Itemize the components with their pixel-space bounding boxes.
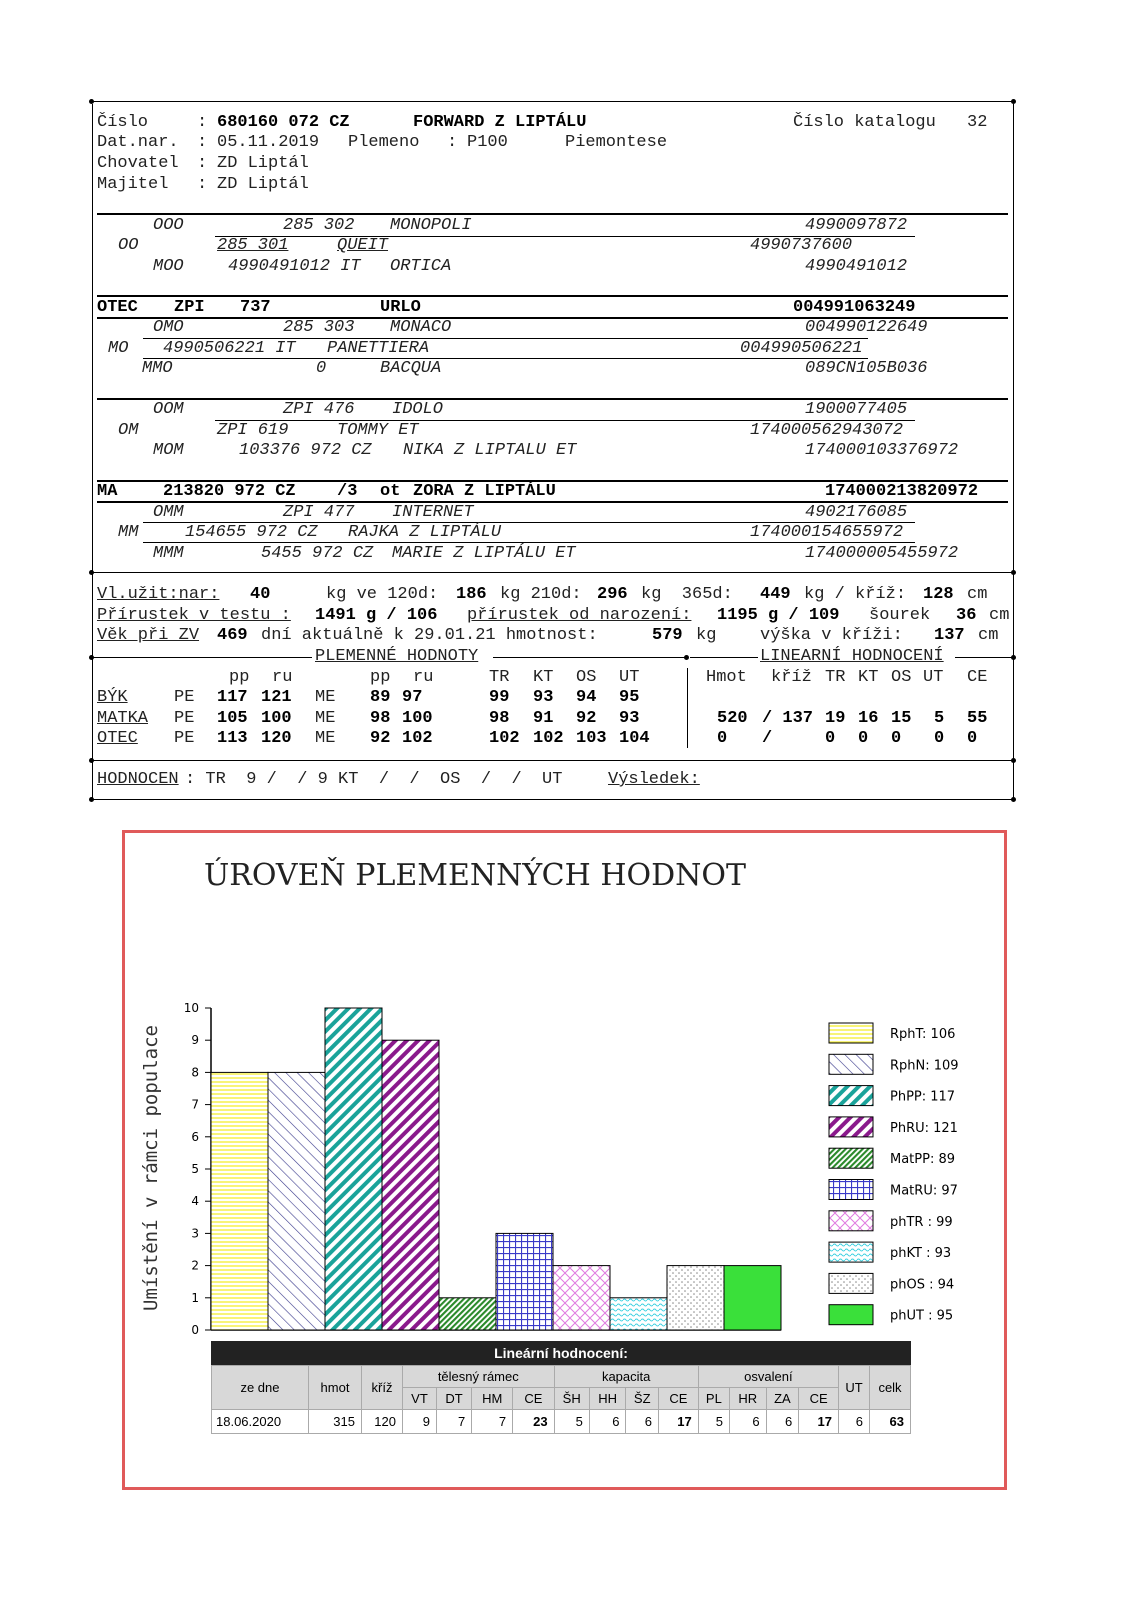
lh-ut: UT — [923, 668, 944, 687]
legend-label: phUT : 95 — [890, 1308, 954, 1324]
td-value: 6 — [839, 1410, 870, 1434]
bar-RphN — [268, 1072, 325, 1330]
mm-reg: 154655 972 CZ — [185, 523, 318, 542]
breeding-name: OTEC — [97, 729, 138, 748]
mmm-name: MARIE Z LIPTÁLU ET — [392, 544, 576, 563]
mm-code: MM — [118, 523, 139, 542]
h-pp: pp — [229, 668, 250, 687]
majitel-label: Majitel — [97, 175, 169, 194]
mmm-code: MMM — [153, 544, 184, 563]
breeding-pe: PE — [174, 688, 195, 707]
td-value: 7 — [436, 1410, 471, 1434]
td-value: 17 — [799, 1410, 839, 1434]
breeding-mru: 102 — [402, 729, 433, 748]
y-tick-label: 6 — [191, 1129, 199, 1144]
otec-id: 004991063249 — [793, 298, 916, 317]
ma-ot: ot — [380, 482, 401, 501]
th-sub: ZA — [766, 1388, 799, 1410]
breeding-ut: 104 — [619, 729, 650, 748]
th-sub: VT — [403, 1388, 437, 1410]
ma-name: ZORA Z LIPTÁLU — [413, 482, 556, 501]
ooo-id: 4990097872 — [805, 216, 908, 235]
h-mpp: pp — [370, 668, 391, 687]
prirustek-narozeni-label: přírustek od narození: — [467, 606, 692, 625]
linear-value: 520 — [717, 708, 748, 728]
omo-name: MONACO — [390, 318, 452, 337]
legend-swatch — [829, 1273, 873, 1293]
breeding-name: MATKA — [97, 708, 149, 728]
omo-id: 004990122649 — [805, 318, 928, 337]
h-os: OS — [576, 668, 597, 687]
lh-ce: CE — [967, 668, 988, 687]
mo-name: PANETTIERA — [327, 339, 430, 358]
mmo-name: BACQUA — [380, 359, 442, 378]
katalog-value: 32 — [967, 113, 988, 132]
breeding-me: ME — [315, 708, 336, 728]
linear-value: 15 — [891, 708, 912, 728]
plemeno-name: Piemontese — [565, 133, 668, 152]
mmo-id: 089CN105B036 — [805, 359, 928, 378]
bar-phKT — [610, 1298, 667, 1330]
ooo-reg: 285 302 — [283, 216, 355, 235]
bar-MatRU — [496, 1233, 553, 1330]
th-sub: CE — [659, 1388, 699, 1410]
th-telesny-ramec: tělesný rámec — [403, 1366, 555, 1388]
legend-swatch — [829, 1054, 873, 1074]
moo-name: ORTICA — [390, 257, 452, 276]
omm-id: 4902176085 — [805, 503, 908, 522]
ma-suffix: /3 — [337, 482, 358, 501]
th-sub: CE — [513, 1388, 554, 1410]
prirustek-narozeni: 1195 g / 109 — [717, 606, 840, 625]
legend-label: MatRU: 97 — [890, 1183, 958, 1199]
td-value: 5 — [554, 1410, 589, 1434]
kriz: 128 — [923, 585, 954, 604]
ma-code: MA — [97, 482, 118, 501]
omo-code: OMO — [153, 318, 184, 337]
vl-nar: 40 — [250, 585, 271, 604]
prirustek-test-label: Přírustek v testu : — [97, 606, 291, 625]
oo-name: QUEIT — [337, 236, 389, 255]
y-tick-label: 5 — [191, 1162, 199, 1176]
y-tick-label: 1 — [191, 1290, 199, 1305]
td-value: 5 — [698, 1410, 729, 1434]
vek: 469 — [217, 626, 248, 645]
mm-id: 174000154655972 — [750, 523, 904, 542]
td-value: 17 — [659, 1410, 699, 1434]
td-value: 7 — [472, 1410, 513, 1434]
kg3-label: kg 365d: — [641, 585, 733, 604]
legend-label: RphN: 109 — [890, 1058, 959, 1074]
th-sub: CE — [799, 1388, 839, 1410]
breeding-ut: 95 — [619, 688, 640, 707]
breeding-name: BÝK — [97, 688, 128, 707]
bar-RphT — [211, 1072, 268, 1330]
td-value: 23 — [513, 1410, 554, 1434]
y-tick-label: 2 — [191, 1258, 199, 1273]
lh-kriz: kříž — [771, 668, 812, 687]
breeding-mpp: 89 — [370, 688, 391, 707]
td-value: 6 — [766, 1410, 799, 1434]
plemeno-label: Plemeno — [348, 133, 420, 152]
th-osvaleni: osvalení — [698, 1366, 838, 1388]
moo-id: 4990491012 — [805, 257, 908, 276]
omm-name: INTERNET — [392, 503, 474, 522]
th-ut: UT — [839, 1366, 870, 1410]
linear-value: 0 — [934, 729, 945, 748]
legend-swatch — [829, 1242, 873, 1262]
om-name: TOMMY ET — [337, 421, 419, 440]
lh-hmot: Hmot — [706, 668, 747, 687]
otec-reg: 737 — [240, 298, 271, 317]
linear-value: / 137 — [762, 708, 814, 728]
th-sub: ŠZ — [626, 1388, 659, 1410]
th-celk: celk — [870, 1366, 911, 1410]
linear-value: 16 — [858, 708, 879, 728]
breeding-me: ME — [315, 688, 336, 707]
sourek-label: šourek — [869, 606, 931, 625]
h-tr: TR — [489, 668, 510, 687]
breeding-mpp: 92 — [370, 729, 391, 748]
linear-value: / — [762, 729, 773, 748]
y-tick-label: 0 — [191, 1323, 199, 1337]
legend-label: PhPP: 117 — [890, 1089, 956, 1105]
legend-label: phKT : 93 — [890, 1246, 952, 1262]
kg5: kg — [696, 626, 717, 645]
breeding-kt: 102 — [533, 729, 564, 748]
h-ru: ru — [272, 668, 293, 687]
majitel-value: ZD Liptál — [217, 175, 309, 194]
prirustek-test: 1491 g / 106 — [315, 606, 438, 625]
chart-ylabel: Umístění v rámci populace — [140, 1025, 162, 1311]
moo-code: MOO — [153, 257, 184, 276]
vek-label: Věk při ZV — [97, 626, 200, 645]
td-value: 63 — [870, 1410, 911, 1434]
breeding-mpp: 98 — [370, 708, 391, 728]
legend-swatch — [829, 1023, 873, 1043]
datnar-label: Dat.nar. — [97, 133, 179, 152]
legend-label: MatPP: 89 — [890, 1152, 956, 1168]
oo-code: OO — [118, 236, 139, 255]
legend-swatch — [829, 1211, 873, 1231]
lh-kt: KT — [858, 668, 879, 687]
chart-title: ÚROVEŇ PLEMENNÝCH HODNOT — [203, 858, 747, 893]
linear-value: 0 — [858, 729, 869, 748]
breeding-pe: PE — [174, 729, 195, 748]
breeding-pp: 105 — [217, 708, 248, 728]
legend-swatch — [829, 1305, 873, 1325]
breeding-pp: 113 — [217, 729, 248, 748]
th-kriz: kříž — [362, 1366, 403, 1410]
breeding-pe: PE — [174, 708, 195, 728]
linear-value: 0 — [717, 729, 728, 748]
breeding-tr: 99 — [489, 688, 510, 707]
om-code: OM — [118, 421, 139, 440]
mmm-id: 174000005455972 — [805, 544, 959, 563]
h-mru: ru — [413, 668, 434, 687]
breeding-tr: 98 — [489, 708, 510, 728]
moo-reg: 4990491012 IT — [228, 257, 361, 276]
mo-id: 004990506221 — [740, 339, 863, 358]
breeding-kt: 91 — [533, 708, 554, 728]
cm3: cm — [978, 626, 999, 645]
breeding-ru: 120 — [261, 729, 292, 748]
y-tick-label: 10 — [183, 1001, 199, 1015]
linearni-hodnoceni-title: LINEARNÍ HODNOCENÍ — [760, 647, 944, 666]
cislo-label: Číslo — [97, 113, 149, 132]
hmotnost: 579 — [652, 626, 683, 645]
td-value: 18.06.2020 — [212, 1410, 309, 1434]
oo-id: 4990737600 — [750, 236, 853, 255]
legend-swatch — [829, 1180, 873, 1200]
th-sub: HM — [472, 1388, 513, 1410]
bar-phOS — [667, 1266, 724, 1330]
td-value: 9 — [403, 1410, 437, 1434]
mom-reg: 103376 972 CZ — [239, 441, 372, 460]
td-value: 315 — [309, 1410, 362, 1434]
om-reg: ZPI 619 — [217, 421, 289, 440]
ma-reg: 213820 972 CZ — [163, 482, 296, 501]
cm2: cm — [989, 606, 1010, 625]
th-zedne: ze dne — [212, 1366, 309, 1410]
w210: 296 — [597, 585, 628, 604]
katalog-label: Číslo katalogu — [793, 113, 936, 132]
linear-value: 0 — [967, 729, 978, 748]
th-sub: ŠH — [554, 1388, 589, 1410]
legend-label: RphT: 106 — [890, 1027, 956, 1042]
sourek: 36 — [956, 606, 977, 625]
legend-label: phOS : 94 — [890, 1277, 955, 1293]
cislo-value: 680160 072 CZ — [217, 113, 350, 132]
cm1: cm — [967, 585, 988, 604]
ma-id: 174000213820972 — [825, 482, 979, 501]
breeding-ru: 121 — [261, 688, 292, 707]
td-value: 6 — [730, 1410, 767, 1434]
breeding-ru: 100 — [261, 708, 292, 728]
legend-swatch — [829, 1148, 873, 1168]
th-sub: HR — [730, 1388, 767, 1410]
breeding-kt: 93 — [533, 688, 554, 707]
mom-id: 174000103376972 — [805, 441, 959, 460]
linear-value: 5 — [934, 708, 945, 728]
legend-swatch — [829, 1117, 873, 1137]
y-tick-label: 9 — [191, 1033, 199, 1048]
mm-name: RAJKA Z LIPTÁLU — [348, 523, 502, 542]
oom-reg: ZPI 476 — [283, 400, 355, 419]
linear-value: 55 — [967, 708, 988, 728]
plemeno-code: P100 — [467, 133, 508, 152]
plemenne-hodnoty-title: PLEMENNÉ HODNOTY — [315, 647, 479, 666]
hodnoceni-label: HODNOCEN — [97, 770, 179, 789]
bar-PhPP — [325, 1008, 382, 1330]
y-tick-label: 7 — [191, 1097, 199, 1112]
lh-tr: TR — [825, 668, 846, 687]
animal-name: FORWARD Z LIPTÁLU — [413, 113, 587, 132]
h-kt: KT — [533, 668, 554, 687]
otec-name: URLO — [380, 298, 421, 317]
td-value: 120 — [362, 1410, 403, 1434]
vek-text: dní aktuálně k 29.01.21 hmotnost: — [261, 626, 598, 645]
kg4-label: kg / kříž: — [804, 585, 907, 604]
legend-label: phTR : 99 — [890, 1214, 953, 1230]
chart-panel — [122, 830, 1007, 1490]
linear-value: 0 — [825, 729, 836, 748]
th-hmot: hmot — [309, 1366, 362, 1410]
mmo-code: MMO — [142, 359, 173, 378]
th-sub: DT — [436, 1388, 471, 1410]
kg2-label: kg 210d: — [500, 585, 582, 604]
chovatel-label: Chovatel — [97, 154, 179, 173]
linear-table-title: Lineární hodnocení: — [211, 1341, 911, 1365]
ooo-code: OOO — [153, 216, 184, 235]
linear-value: 0 — [891, 729, 902, 748]
th-sub: HH — [589, 1388, 626, 1410]
mo-code: MO — [108, 339, 129, 358]
y-tick-label: 4 — [191, 1194, 199, 1209]
breeding-me: ME — [315, 729, 336, 748]
w120: 186 — [456, 585, 487, 604]
otec-prefix: ZPI — [174, 298, 205, 317]
vysledek-label: Výsledek: — [608, 770, 700, 789]
td-value: 6 — [626, 1410, 659, 1434]
y-tick-label: 3 — [191, 1226, 199, 1241]
linear-table-wrap — [211, 1341, 911, 1434]
th-sub: PL — [698, 1388, 729, 1410]
chovatel-value: ZD Liptál — [217, 154, 309, 173]
breeding-os: 103 — [576, 729, 607, 748]
oom-name: IDOLO — [392, 400, 444, 419]
bar-PhRU — [382, 1040, 439, 1330]
mmm-reg: 5455 972 CZ — [261, 544, 374, 563]
y-tick-label: 8 — [191, 1065, 199, 1080]
linear-data-row — [212, 1410, 911, 1434]
kg1-label: kg ve 120d: — [326, 585, 439, 604]
legend-label: PhRU: 121 — [890, 1120, 958, 1136]
otec-code: OTEC — [97, 298, 138, 317]
mom-name: NIKA Z LIPTALU ET — [403, 441, 577, 460]
hodnoceni-text: : TR 9 / / 9 KT / / OS / / UT — [185, 770, 563, 789]
bar-phUT — [724, 1266, 781, 1330]
legend-swatch — [829, 1086, 873, 1106]
lh-os: OS — [891, 668, 912, 687]
breeding-mru: 97 — [402, 688, 423, 707]
omo-reg: 285 303 — [283, 318, 355, 337]
datnar-value: 05.11.2019 — [217, 133, 320, 152]
breeding-mru: 100 — [402, 708, 433, 728]
oo-reg: 285 301 — [217, 236, 289, 255]
td-value: 6 — [589, 1410, 626, 1434]
om-id: 174000562943072 — [750, 421, 904, 440]
breeding-os: 94 — [576, 688, 597, 707]
h-ut: UT — [619, 668, 640, 687]
ooo-name: MONOPOLI — [390, 216, 472, 235]
w365: 449 — [760, 585, 791, 604]
bar-phTR — [553, 1266, 610, 1330]
th-kapacita: kapacita — [554, 1366, 698, 1388]
vyska-label: výška v kříži: — [760, 626, 903, 645]
bar-MatPP — [439, 1298, 496, 1330]
mmo-reg: 0 — [316, 359, 327, 378]
oom-id: 1900077405 — [805, 400, 908, 419]
linear-table — [211, 1365, 911, 1434]
oom-code: OOM — [153, 400, 184, 419]
vl-uzit-label: Vl.užit:nar: — [97, 585, 220, 604]
breeding-pp: 117 — [217, 688, 248, 707]
breeding-tr: 102 — [489, 729, 520, 748]
mo-reg: 4990506221 IT — [163, 339, 296, 358]
omm-reg: ZPI 477 — [283, 503, 355, 522]
breeding-ut: 93 — [619, 708, 640, 728]
linear-value: 19 — [825, 708, 846, 728]
breeding-os: 92 — [576, 708, 597, 728]
vyska: 137 — [934, 626, 965, 645]
mom-code: MOM — [153, 441, 184, 460]
omm-code: OMM — [153, 503, 184, 522]
